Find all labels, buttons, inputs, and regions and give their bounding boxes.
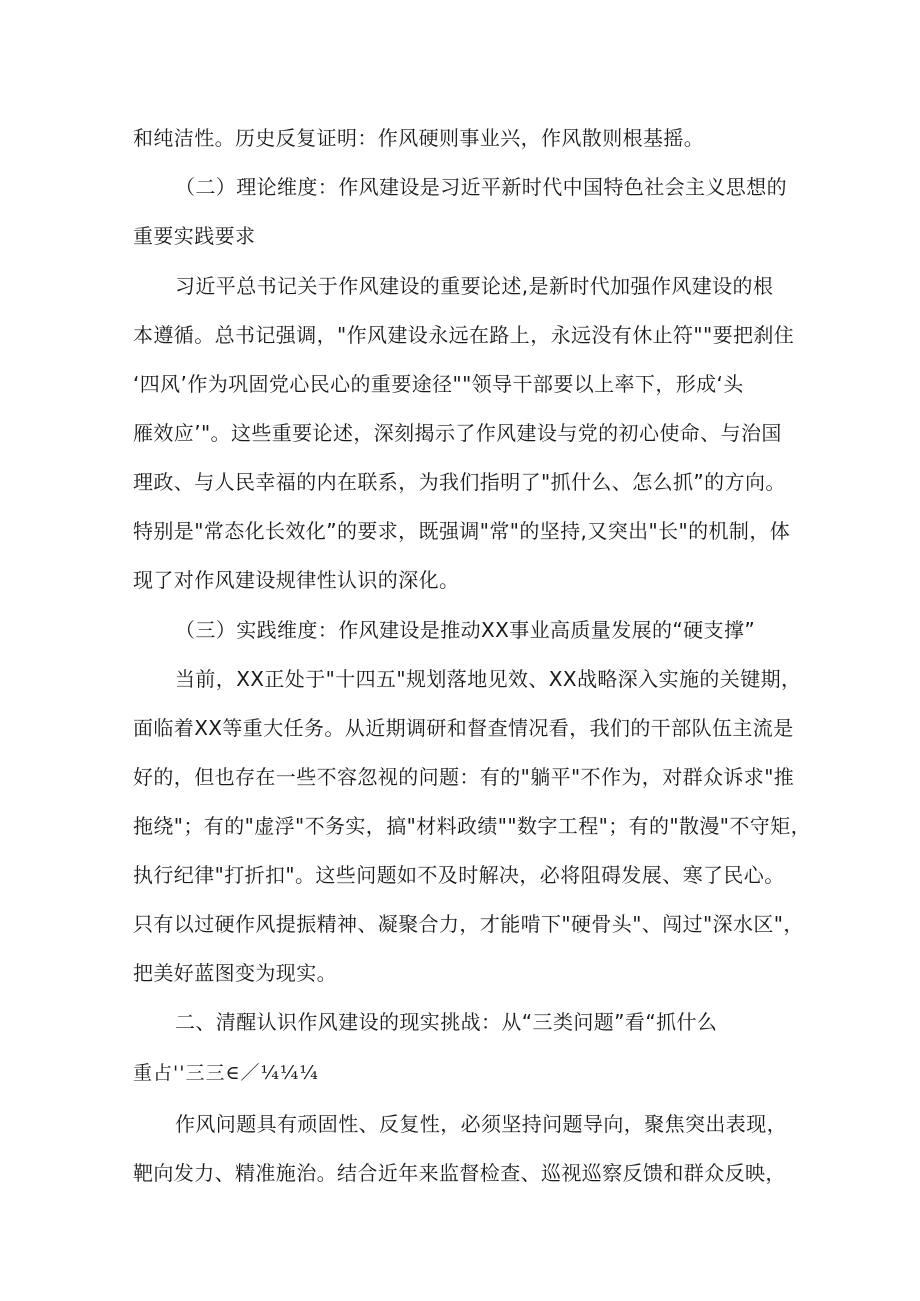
paragraph-3-line-3: 好的，但也存在一些不容忽视的问题：有的"躺平"不作为，对群众诉求"推 [133, 765, 795, 789]
paragraph-3-line-2: 面临着XX等重大任务。从近期调研和督查情况看，我们的干部队伍主流是 [133, 716, 794, 740]
paragraph-3-line-4: 拖绕"；有的"虚浮"不务实，搞"材料政绩""数字工程"；有的"散漫"不守矩， [133, 814, 811, 838]
section-heading-two-line-2: 重占''三三∈／¼¼¼ [133, 1062, 319, 1084]
section-heading-3: （三）实践维度：作风建设是推动XX事业高质量发展的“硬支撑” [175, 618, 756, 642]
paragraph-2-line-1: 习近平总书记关于作风建设的重要论述,是新时代加强作风建设的根 [175, 274, 774, 298]
paragraph-4-line-2: 靶向发力、精准施治。结合近年来监督检查、巡视巡察反馈和群众反映， [133, 1161, 786, 1185]
paragraph-4-line-1: 作风问题具有顽固性、反复性，必须坚持问题导向，聚焦突出表现， [175, 1112, 787, 1136]
paragraph-2-line-5: 理政、与人民幸福的内在联系，为我们指明了"抓什么、怎么抓”的方向。 [133, 470, 786, 494]
paragraph-2-line-7: 现了对作风建设规律性认识的深化。 [133, 568, 460, 592]
paragraph-2-line-4: 雁效应’"。这些重要论述，深刻揭示了作风建设与党的初心使命、与治国 [133, 421, 782, 445]
paragraph-1-line-1: 和纯洁性。历史反复证明：作风硬则事业兴，作风散则根基摇。 [133, 126, 705, 150]
paragraph-3-line-1: 当前，XX正处于"十四五"规划落地见效、XX战略深入实施的关键期， [175, 667, 802, 691]
paragraph-3-line-6: 只有以过硬作风提振精神、凝聚合力，才能啃下"硬骨头"、闯过"深水区"， [133, 912, 804, 936]
paragraph-2-line-2: 本遵循。总书记强调，"作风建设永远在路上，永远没有休止符""要把刹住 [133, 323, 795, 347]
paragraph-2-line-6: 特别是"常态化长效化”的要求，既强调"常"的坚持,又突出"长"的机制，体 [133, 519, 791, 543]
section-heading-two-line-1: 二、清醒认识作风建设的现实挑战：从“三类问题”看“抓什么 [175, 1010, 718, 1034]
paragraph-3-line-7: 把美好蓝图变为现实。 [133, 961, 337, 985]
paragraph-3-line-5: 执行纪律"打折扣"。这些问题如不及时解决，必将阻碍发展、寒了民心。 [133, 863, 785, 887]
paragraph-2-line-3: ‘四风’作为巩固党心民心的重要途径""领导干部要以上率下，形成‘头 [133, 372, 744, 396]
section-heading-2-line-2: 重要实践要求 [133, 224, 256, 248]
section-heading-2-line-1: （二）理论维度：作风建设是习近平新时代中国特色社会主义思想的 [175, 175, 787, 199]
